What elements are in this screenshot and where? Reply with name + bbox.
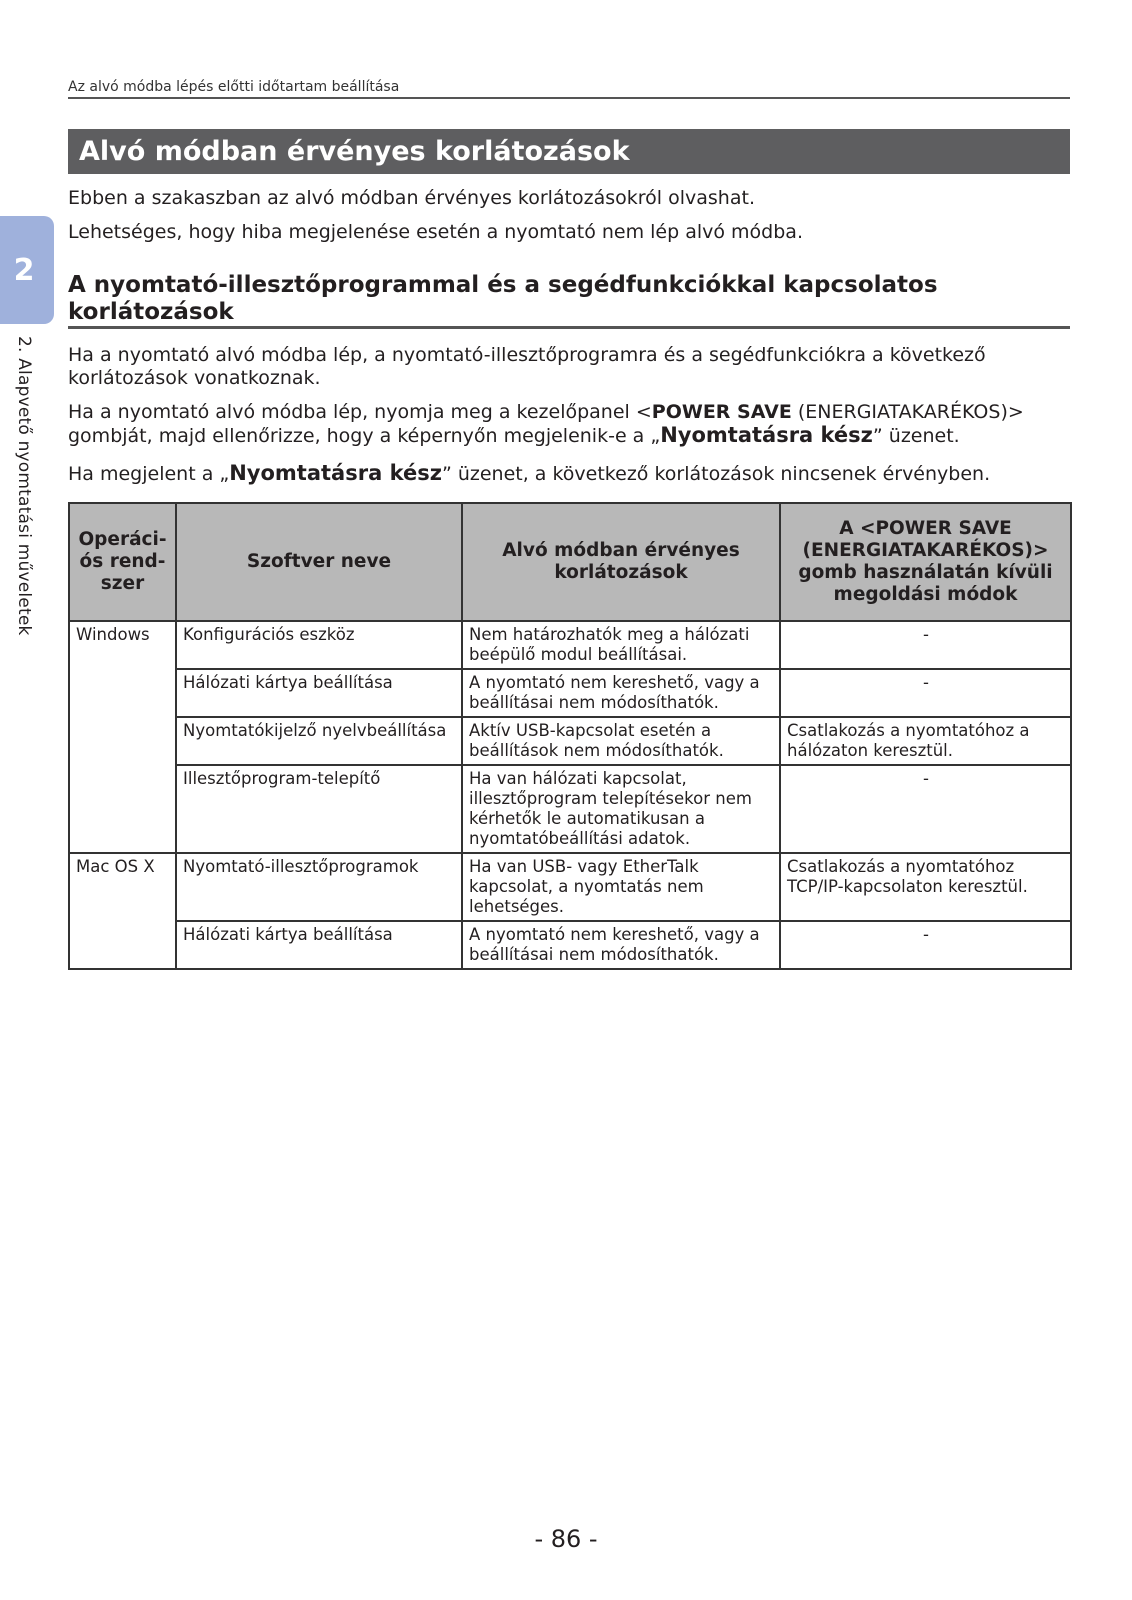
cell-software: Konfigurációs eszköz <box>176 621 462 669</box>
cell-restriction: Ha van hálózati kapcsolat, illesztőprogram telepítésekor nem kérhetők le automatikusan a nyomtatóbeállítási adatok. <box>462 765 780 853</box>
ready-status-label: Nyomtatásra kész <box>660 423 873 447</box>
chapter-tab[interactable] <box>0 216 54 324</box>
p3-text-before: Ha megjelent a „ <box>68 463 230 485</box>
cell-workaround: - <box>780 765 1071 853</box>
p2-text-after: ” üzenet. <box>872 425 960 447</box>
power-save-label: POWER SAVE <box>651 401 792 423</box>
chapter-side-label: 2. Alapvető nyomtatási műveletek <box>14 336 34 636</box>
section-title: Alvó módban érvényes korlátozások <box>68 129 1070 174</box>
table-header-row <box>69 503 1071 621</box>
subsection-paragraph-1: Ha a nyomtató alvó módba lép, a nyomtató-illesztőprogramra és a segédfunkciókra a következő korlátozások vonatkoznak. <box>68 344 986 389</box>
table-row <box>69 621 1071 669</box>
table-row <box>69 765 1071 853</box>
subsection-heading: A nyomtató-illesztőprogrammal és a segédfunkciókkal kapcsolatos korlátozások <box>68 272 1070 329</box>
cell-os <box>69 669 176 717</box>
subsection-paragraph-3 <box>68 462 1070 486</box>
header-os: Operáci-ós rend-szer <box>69 503 176 621</box>
table-row <box>69 853 1071 921</box>
table-row <box>69 669 1071 717</box>
cell-workaround: - <box>780 621 1071 669</box>
cell-restriction: Aktív USB-kapcsolat esetén a beállítások nem módosíthatók. <box>462 717 780 765</box>
intro-paragraph-1: Ebben a szakaszban az alvó módban érvényes korlátozásokról olvashat. <box>68 187 755 209</box>
cell-os <box>69 765 176 853</box>
cell-os: Mac OS X <box>69 853 176 921</box>
cell-workaround: - <box>780 669 1071 717</box>
cell-os: Windows <box>69 621 176 669</box>
header-restrictions: Alvó módban érvényes korlátozások <box>462 503 780 621</box>
cell-restriction: Ha van USB- vagy EtherTalk kapcsolat, a nyomtatás nem lehetséges. <box>462 853 780 921</box>
cell-os <box>69 717 176 765</box>
header-software: Szoftver neve <box>176 503 462 621</box>
cell-workaround: Csatlakozás a nyomtatóhoz TCP/IP-kapcsolaton keresztül. <box>780 853 1071 921</box>
page-number: - 86 - <box>534 1525 598 1553</box>
cell-workaround: Csatlakozás a nyomtatóhoz a hálózaton keresztül. <box>780 717 1071 765</box>
restrictions-table <box>68 502 1072 970</box>
cell-software: Nyomtatókijelző nyelvbeállítása <box>176 717 462 765</box>
intro-paragraph-2: Lehetséges, hogy hiba megjelenése esetén a nyomtató nem lép alvó módba. <box>68 221 803 243</box>
header-workaround: A <POWER SAVE (ENERGIATAKARÉKOS)> gomb használatán kívüli megoldási módok <box>780 503 1071 621</box>
table-row <box>69 921 1071 969</box>
running-header: Az alvó módba lépés előtti időtartam beállítása <box>68 78 1070 99</box>
cell-restriction: A nyomtató nem kereshető, vagy a beállításai nem módosíthatók. <box>462 921 780 969</box>
cell-software: Hálózati kártya beállítása <box>176 669 462 717</box>
p2-text-before: Ha a nyomtató alvó módba lép, nyomja meg a kezelőpanel < <box>68 401 652 423</box>
cell-workaround: - <box>780 921 1071 969</box>
cell-software: Hálózati kártya beállítása <box>176 921 462 969</box>
chapter-number: 2 <box>13 252 35 288</box>
ready-status-label: Nyomtatásra kész <box>229 461 442 485</box>
p3-text-after: ” üzenet, a következő korlátozások nincsenek érvényben. <box>441 463 991 485</box>
cell-restriction: Nem határozhatók meg a hálózati beépülő modul beállításai. <box>462 621 780 669</box>
cell-restriction: A nyomtató nem kereshető, vagy a beállításai nem módosíthatók. <box>462 669 780 717</box>
table-row <box>69 717 1071 765</box>
cell-software: Nyomtató-illesztőprogramok <box>176 853 462 921</box>
subsection-paragraph-2 <box>68 401 1070 448</box>
p2-text-middle: (ENERGIATAKARÉKOS)> gombját, majd ellenőrizze, hogy a képernyőn megjelenik-e a „ <box>68 401 1024 447</box>
cell-os <box>69 921 176 969</box>
cell-software: Illesztőprogram-telepítő <box>176 765 462 853</box>
